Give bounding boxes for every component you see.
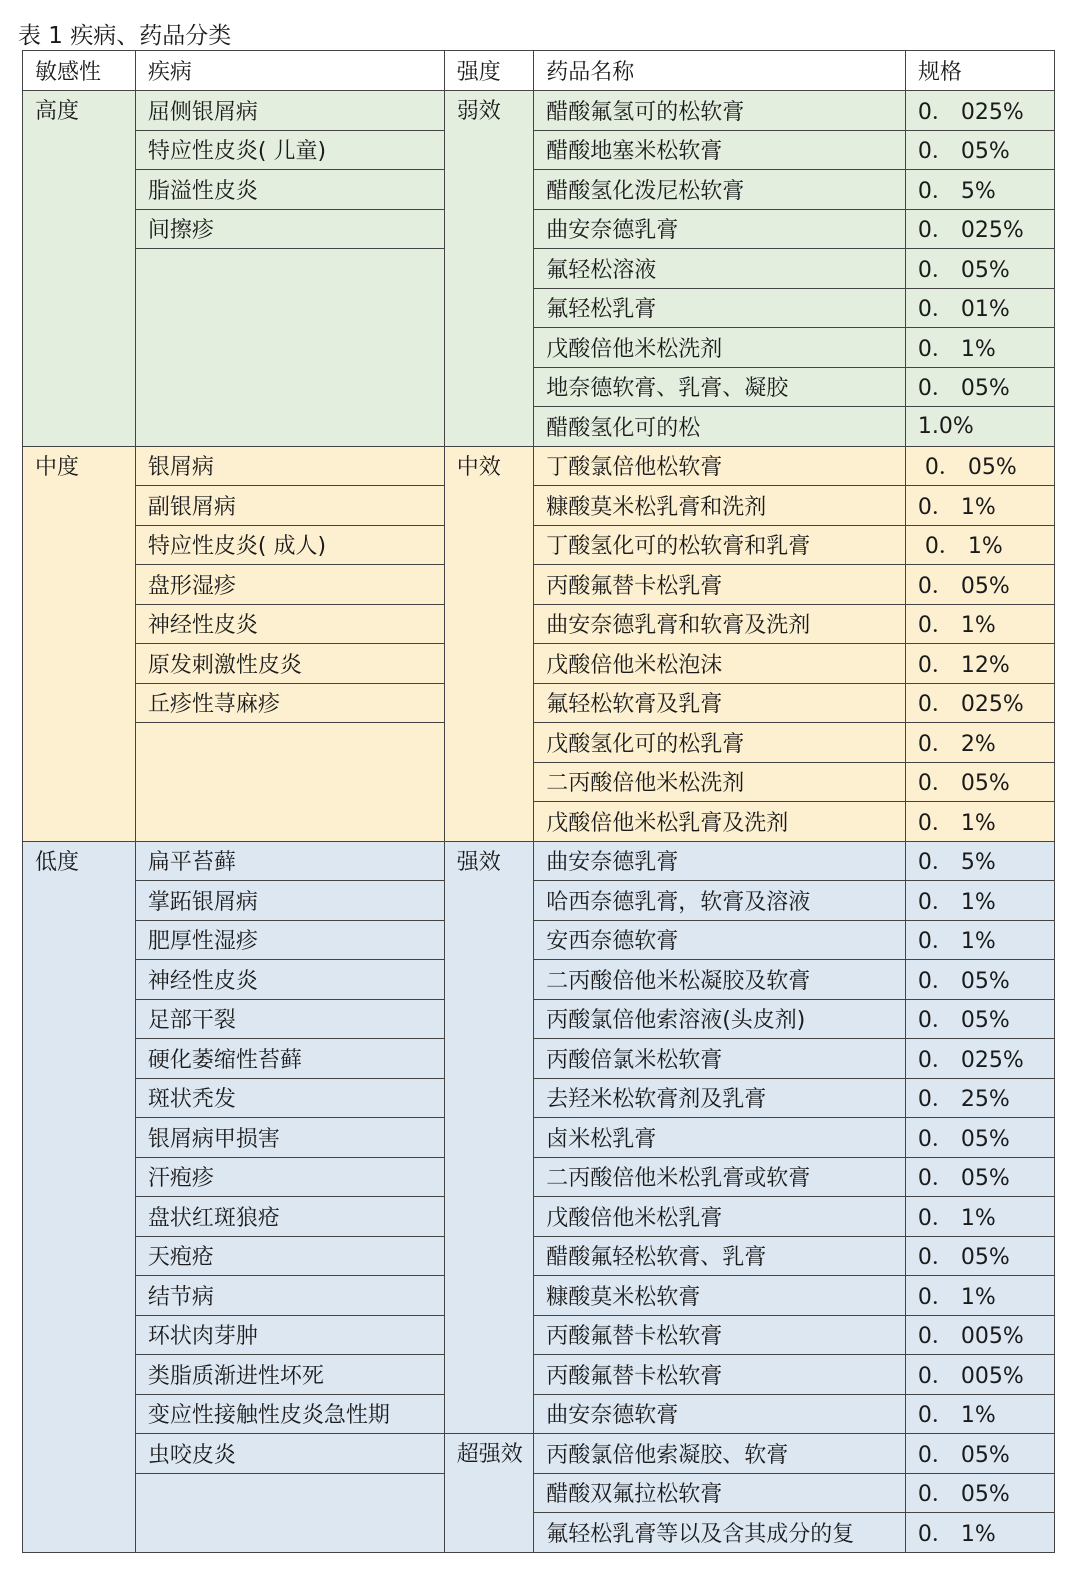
drug-name-cell: 戊酸倍他米松泡沫: [534, 644, 906, 684]
drug-name-cell: 丙酸氯倍他索溶液(头皮剂): [534, 999, 906, 1039]
spec-cell: 0． 1%: [905, 525, 1054, 565]
spec-cell: 0． 1%: [905, 881, 1054, 921]
strength-cell: 弱效: [444, 91, 533, 447]
spec-cell: 0． 1%: [905, 802, 1054, 842]
drug-name-cell: 戊酸倍他米松乳膏: [534, 1197, 906, 1237]
header-disease: 疾病: [135, 51, 444, 91]
drug-name-cell: 戊酸氢化可的松乳膏: [534, 723, 906, 763]
table-row: [23, 1355, 1055, 1395]
disease-cell: 间擦疹: [135, 209, 444, 249]
drug-name-cell: 去羟米松软膏剂及乳膏: [534, 1078, 906, 1118]
drug-name-cell: 氟轻松乳膏: [534, 288, 906, 328]
header-drug-name: 药品名称: [534, 51, 906, 91]
drug-name-cell: 醋酸氟轻松软膏、乳膏: [534, 1236, 906, 1276]
spec-cell: 0． 05%: [905, 130, 1054, 170]
disease-empty-cell: [135, 1473, 444, 1552]
table-row: [23, 249, 1055, 289]
spec-cell: 0． 1%: [905, 486, 1054, 526]
spec-cell: 0． 005%: [905, 1355, 1054, 1395]
spec-cell: 0． 05%: [905, 1473, 1054, 1513]
drug-name-cell: 地奈德软膏、乳膏、凝胶: [534, 367, 906, 407]
header-sensitivity: 敏感性: [23, 51, 136, 91]
disease-cell: 扁平苔藓: [135, 841, 444, 881]
drug-name-cell: 醋酸氢化泼尼松软膏: [534, 170, 906, 210]
drug-name-cell: 丙酸氯倍他索凝胶、软膏: [534, 1434, 906, 1474]
disease-cell: 硬化萎缩性苔藓: [135, 1039, 444, 1079]
disease-cell: 变应性接触性皮炎急性期: [135, 1394, 444, 1434]
spec-cell: 0． 1%: [905, 1513, 1054, 1553]
table-row: [23, 683, 1055, 723]
disease-empty-cell: [135, 723, 444, 842]
drug-name-cell: 醋酸双氟拉松软膏: [534, 1473, 906, 1513]
drug-name-cell: 戊酸倍他米松乳膏及洗剂: [534, 802, 906, 842]
drug-name-cell: 糠酸莫米松乳膏和洗剂: [534, 486, 906, 526]
spec-cell: 0． 05%: [905, 999, 1054, 1039]
spec-cell: 0． 5%: [905, 170, 1054, 210]
strength-cell: 超强效: [444, 1434, 533, 1553]
disease-cell: 银屑病甲损害: [135, 1118, 444, 1158]
spec-cell: 0． 1%: [905, 1197, 1054, 1237]
drug-name-cell: 丙酸氟替卡松软膏: [534, 1315, 906, 1355]
sensitivity-cell: 中度: [23, 446, 136, 841]
table-row: [23, 999, 1055, 1039]
drug-name-cell: 戊酸倍他米松洗剂: [534, 328, 906, 368]
spec-cell: 0． 025%: [905, 683, 1054, 723]
table-row: [23, 525, 1055, 565]
spec-cell: 1.0%: [905, 407, 1054, 447]
table-row: [23, 1473, 1055, 1513]
table-row: [23, 1157, 1055, 1197]
table-row: [23, 920, 1055, 960]
table-row: [23, 723, 1055, 763]
disease-cell: 盘状红斑狼疮: [135, 1197, 444, 1237]
disease-cell: 斑状秃发: [135, 1078, 444, 1118]
table-row: [23, 604, 1055, 644]
drug-name-cell: 二丙酸倍他米松洗剂: [534, 762, 906, 802]
disease-empty-cell: [135, 249, 444, 447]
spec-cell: 0． 25%: [905, 1078, 1054, 1118]
drug-name-cell: 丁酸氯倍他松软膏: [534, 446, 906, 486]
spec-cell: 0． 1%: [905, 920, 1054, 960]
disease-cell: 盘形湿疹: [135, 565, 444, 605]
disease-cell: 脂溢性皮炎: [135, 170, 444, 210]
drug-name-cell: 丁酸氢化可的松软膏和乳膏: [534, 525, 906, 565]
sensitivity-cell: 高度: [23, 91, 136, 447]
drug-name-cell: 糠酸莫米松软膏: [534, 1276, 906, 1316]
spec-cell: 0． 1%: [905, 1276, 1054, 1316]
disease-cell: 特应性皮炎( 成人): [135, 525, 444, 565]
table-row: [23, 565, 1055, 605]
drug-name-cell: 卤米松乳膏: [534, 1118, 906, 1158]
spec-cell: 0． 025%: [905, 1039, 1054, 1079]
spec-cell: 0． 2%: [905, 723, 1054, 763]
disease-cell: 肥厚性湿疹: [135, 920, 444, 960]
spec-cell: 0． 025%: [905, 91, 1054, 131]
spec-cell: 0． 5%: [905, 841, 1054, 881]
drug-name-cell: 氟轻松软膏及乳膏: [534, 683, 906, 723]
strength-cell: 中效: [444, 446, 533, 841]
table-row: [23, 1276, 1055, 1316]
table-row: [23, 1236, 1055, 1276]
table-row: [23, 1315, 1055, 1355]
spec-cell: 0． 1%: [905, 604, 1054, 644]
spec-cell: 0． 025%: [905, 209, 1054, 249]
spec-cell: 0． 01%: [905, 288, 1054, 328]
table-row: [23, 130, 1055, 170]
spec-cell: 0． 1%: [905, 1394, 1054, 1434]
drug-name-cell: 曲安奈德乳膏和软膏及洗剂: [534, 604, 906, 644]
disease-cell: 神经性皮炎: [135, 960, 444, 1000]
disease-cell: 环状肉芽肿: [135, 1315, 444, 1355]
spec-cell: 0． 05%: [905, 1157, 1054, 1197]
disease-cell: 副银屑病: [135, 486, 444, 526]
spec-cell: 0． 05%: [905, 446, 1054, 486]
spec-cell: 0． 05%: [905, 1434, 1054, 1474]
table-row: [23, 91, 1055, 131]
drug-name-cell: 安西奈德软膏: [534, 920, 906, 960]
spec-cell: 0． 05%: [905, 1236, 1054, 1276]
spec-cell: 0． 05%: [905, 762, 1054, 802]
spec-cell: 0． 05%: [905, 249, 1054, 289]
drug-name-cell: 曲安奈德乳膏: [534, 841, 906, 881]
disease-cell: 特应性皮炎( 儿童): [135, 130, 444, 170]
spec-cell: 0． 05%: [905, 367, 1054, 407]
disease-cell: 类脂质渐进性坏死: [135, 1355, 444, 1395]
drug-name-cell: 醋酸氢化可的松: [534, 407, 906, 447]
disease-cell: 神经性皮炎: [135, 604, 444, 644]
spec-cell: 0． 1%: [905, 328, 1054, 368]
spec-cell: 0． 12%: [905, 644, 1054, 684]
drug-name-cell: 氟轻松乳膏等以及含其成分的复: [534, 1513, 906, 1553]
table-row: [23, 486, 1055, 526]
table-row: [23, 1394, 1055, 1434]
table-row: [23, 170, 1055, 210]
table-row: [23, 209, 1055, 249]
disease-cell: 足部干裂: [135, 999, 444, 1039]
drug-name-cell: 曲安奈德乳膏: [534, 209, 906, 249]
spec-cell: 0． 05%: [905, 565, 1054, 605]
spec-cell: 0． 005%: [905, 1315, 1054, 1355]
drug-name-cell: 氟轻松溶液: [534, 249, 906, 289]
sensitivity-cell: 低度: [23, 841, 136, 1552]
drug-name-cell: 丙酸氟替卡松乳膏: [534, 565, 906, 605]
header-row: [23, 51, 1055, 91]
disease-cell: 虫咬皮炎: [135, 1434, 444, 1474]
disease-cell: 银屑病: [135, 446, 444, 486]
strength-cell: 强效: [444, 841, 533, 1434]
disease-cell: 掌跖银屑病: [135, 881, 444, 921]
table-row: [23, 1078, 1055, 1118]
table-row: [23, 1039, 1055, 1079]
table-caption: 表 1 疾病、药品分类: [18, 23, 232, 49]
table-row: [23, 960, 1055, 1000]
header-strength: 强度: [444, 51, 533, 91]
drug-name-cell: 哈西奈德乳膏，软膏及溶液: [534, 881, 906, 921]
table-row: [23, 1197, 1055, 1237]
table-row: [23, 644, 1055, 684]
table-row: [23, 1434, 1055, 1474]
drug-name-cell: 丙酸倍氯米松软膏: [534, 1039, 906, 1079]
drug-name-cell: 醋酸地塞米松软膏: [534, 130, 906, 170]
table-row: [23, 881, 1055, 921]
drug-name-cell: 醋酸氟氢可的松软膏: [534, 91, 906, 131]
spec-cell: 0． 05%: [905, 1118, 1054, 1158]
drug-name-cell: 丙酸氟替卡松软膏: [534, 1355, 906, 1395]
drug-name-cell: 二丙酸倍他米松凝胶及软膏: [534, 960, 906, 1000]
table-row: [23, 1118, 1055, 1158]
disease-cell: 屈侧银屑病: [135, 91, 444, 131]
drug-classification-table: [22, 50, 1055, 1553]
disease-cell: 汗疱疹: [135, 1157, 444, 1197]
table-row: [23, 446, 1055, 486]
spec-cell: 0． 05%: [905, 960, 1054, 1000]
disease-cell: 天疱疮: [135, 1236, 444, 1276]
drug-name-cell: 二丙酸倍他米松乳膏或软膏: [534, 1157, 906, 1197]
header-spec: 规格: [905, 51, 1054, 91]
disease-cell: 丘疹性荨麻疹: [135, 683, 444, 723]
disease-cell: 原发刺激性皮炎: [135, 644, 444, 684]
drug-name-cell: 曲安奈德软膏: [534, 1394, 906, 1434]
table-row: [23, 841, 1055, 881]
disease-cell: 结节病: [135, 1276, 444, 1316]
table-body: [23, 91, 1055, 1553]
